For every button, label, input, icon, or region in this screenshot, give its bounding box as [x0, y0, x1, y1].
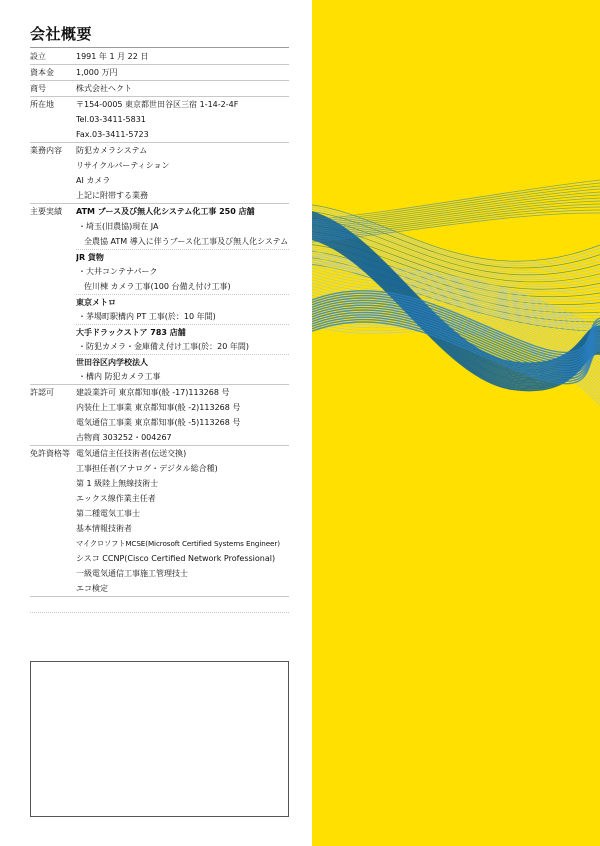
section-label: 免許資格等: [30, 449, 70, 458]
section-row: 1,000 万円: [76, 68, 118, 77]
section-row: 大手ドラックストア 783 店舗: [76, 324, 289, 339]
section-row: 〒154-0005 東京都世田谷区三宿 1-14-2-4F: [76, 100, 239, 109]
profile-section: [30, 204, 289, 385]
profile-section: [30, 81, 289, 97]
section-row: シスコ CCNP(Cisco Certified Network Professional): [76, 554, 276, 563]
section-row: 電気通信工事業 東京都知事(般 -5)113268 号: [76, 418, 241, 427]
section-row: 東京メトロ: [76, 294, 289, 309]
section-row: リサイクルパーティション: [76, 161, 170, 170]
section-row: 上記に附帯する業務: [76, 191, 148, 200]
section-label: 主要実績: [30, 207, 62, 216]
section-row: 全農協 ATM 導入に伴うブース化工事及び無人化システム: [84, 237, 289, 246]
section-row: 佐川棟 カメラ工事(100 台備え付け工事): [84, 282, 231, 291]
page-title: 会社概要: [30, 25, 93, 43]
section-row: マイクロソフトMCSE(Microsoft Certified Systems Engineer): [76, 539, 280, 548]
section-row: 工事担任者(アナログ・デジタル総合種): [76, 464, 218, 473]
profile-section: [30, 143, 289, 204]
table-end-rule: [30, 612, 289, 613]
section-row: 基本情報技術者: [76, 524, 132, 533]
section-row: 第 1 級陸上無線技術士: [76, 479, 159, 488]
section-row: ・埼玉(旧農協)現在 JA: [78, 222, 159, 231]
section-row: 1991 年 1 月 22 日: [76, 52, 149, 61]
section-row: 第二種電気工事士: [76, 509, 140, 518]
profile-section: [30, 385, 289, 446]
section-row: 電気通信主任技術者(伝送交換): [76, 449, 187, 458]
section-row: ・大井コンテナパーク: [78, 267, 158, 276]
wave-graphic: [312, 0, 600, 846]
profile-section: [30, 65, 289, 81]
section-row: 建設業許可 東京都知事(般 -17)113268 号: [76, 388, 230, 397]
title-divider: [30, 47, 289, 48]
section-row: ・茅場町駅構内 PT 工事(於：10 年間): [78, 312, 216, 321]
section-row: Tel.03-3411-5831: [76, 115, 146, 124]
section-row: AI カメラ: [76, 176, 111, 185]
section-row: 内装仕上工事業 東京都知事(般 -2)113268 号: [76, 403, 241, 412]
section-label: 設立: [30, 52, 46, 61]
profile-section: [30, 446, 289, 597]
section-row: JR 貨物: [76, 249, 289, 264]
section-row: 一級電気通信工事施工管理技士: [76, 569, 188, 578]
section-row: 防犯カメラシステム: [76, 146, 148, 155]
section-label: 商号: [30, 84, 46, 93]
section-row: エックス線作業主任者: [76, 494, 156, 503]
profile-section: [30, 49, 289, 65]
section-row: エコ検定: [76, 584, 108, 593]
section-row: 古物商 303252・004267: [76, 433, 172, 442]
section-row: 株式会社ヘクト: [76, 84, 132, 93]
section-label: 資本金: [30, 68, 54, 77]
section-label: 所在地: [30, 100, 54, 109]
section-row: ・防犯カメラ・金庫備え付け工事(於：20 年間): [78, 342, 249, 351]
section-label: 許認可: [30, 388, 54, 397]
section-label: 業務内容: [30, 146, 62, 155]
section-row: ATM ブース及び無人化システム化工事 250 店舗: [76, 207, 255, 216]
section-row: ・構内 防犯カメラ工事: [78, 372, 161, 381]
section-row: Fax.03-3411-5723: [76, 130, 149, 139]
profile-section: [30, 97, 289, 143]
company-profile-table: [30, 49, 289, 597]
section-row: 世田谷区内学校法人: [76, 354, 289, 369]
decorative-panel: [312, 0, 600, 846]
wave-line: [312, 195, 600, 230]
map-placeholder-box: [30, 661, 289, 817]
